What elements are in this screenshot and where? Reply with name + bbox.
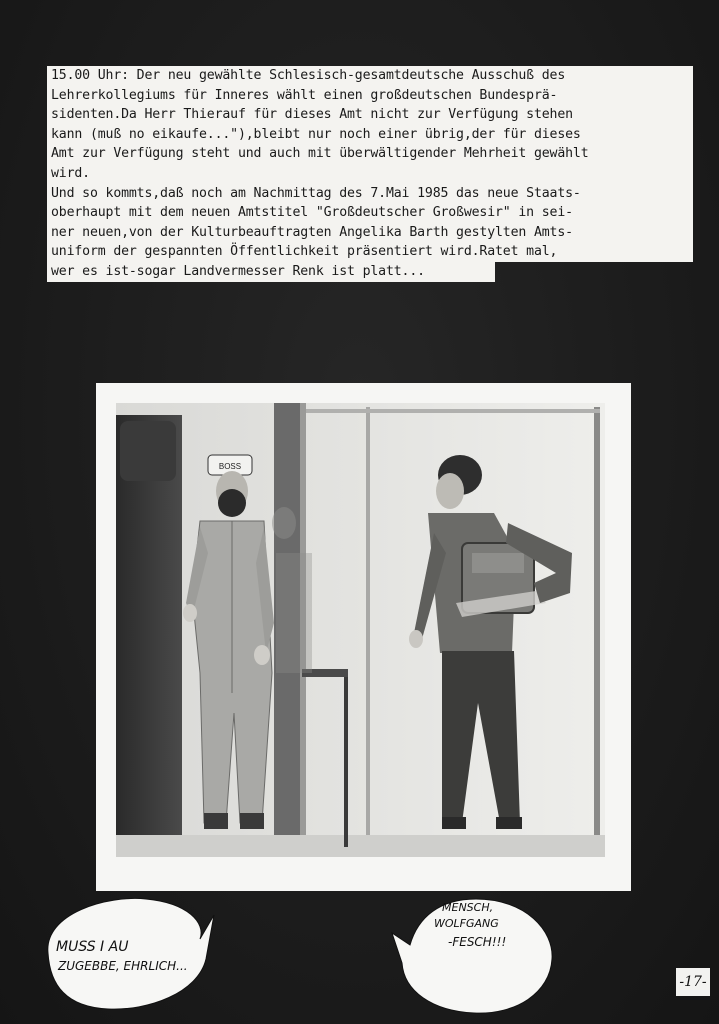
photo-scene	[116, 403, 605, 857]
typed-line: ner neuen,von der Kulturbeauftragten Angelika Barth gestylten Amts-	[47, 223, 693, 243]
typed-line: wird.	[47, 164, 693, 184]
typed-line: Amt zur Verfügung steht und auch mit überwältigender Mehrheit gewählt	[47, 144, 693, 164]
cap-text: BOSS	[218, 462, 242, 471]
typed-line: wer es ist-sogar Landvermesser Renk ist platt...	[47, 262, 495, 282]
typed-note	[47, 66, 693, 282]
speech-bubble-right-line3: -FESCH!!!	[448, 935, 507, 949]
typed-line: uniform der gespannten Öffentlichkeit präsentiert wird.Ratet mal,	[47, 242, 693, 262]
photograph	[116, 403, 605, 857]
speech-bubble-right-line1: MENSCH,	[442, 901, 494, 914]
photo-frame	[96, 383, 631, 891]
typed-line: sidenten.Da Herr Thierauf für dieses Amt nicht zur Verfügung stehen	[47, 105, 693, 125]
speech-bubble-right-line2: WOLFGANG	[434, 917, 499, 930]
typed-line: 15.00 Uhr: Der neu gewählte Schlesisch-gesamtdeutsche Ausschuß des	[47, 66, 693, 86]
page-number: -17-	[676, 968, 710, 996]
speech-bubble-left-line1: MUSS I AU	[56, 939, 129, 955]
typed-line: Und so kommts,daß noch am Nachmittag des 7.Mai 1985 das neue Staats-	[47, 184, 693, 204]
typed-line: kann (muß no eikaufe..."),bleibt nur noch einer übrig,der für dieses	[47, 125, 693, 145]
speech-bubble-right	[390, 893, 558, 1019]
speech-bubble-left-line2: ZUGEBBE, EHRLICH...	[58, 959, 188, 973]
typed-line: oberhaupt mit dem neuen Amtstitel "Großdeutscher Großwesir" in sei-	[47, 203, 693, 223]
speech-bubble-left	[38, 893, 216, 1015]
typed-line: Lehrerkollegiums für Inneres wählt einen großdeutschen Bundesprä-	[47, 86, 693, 106]
